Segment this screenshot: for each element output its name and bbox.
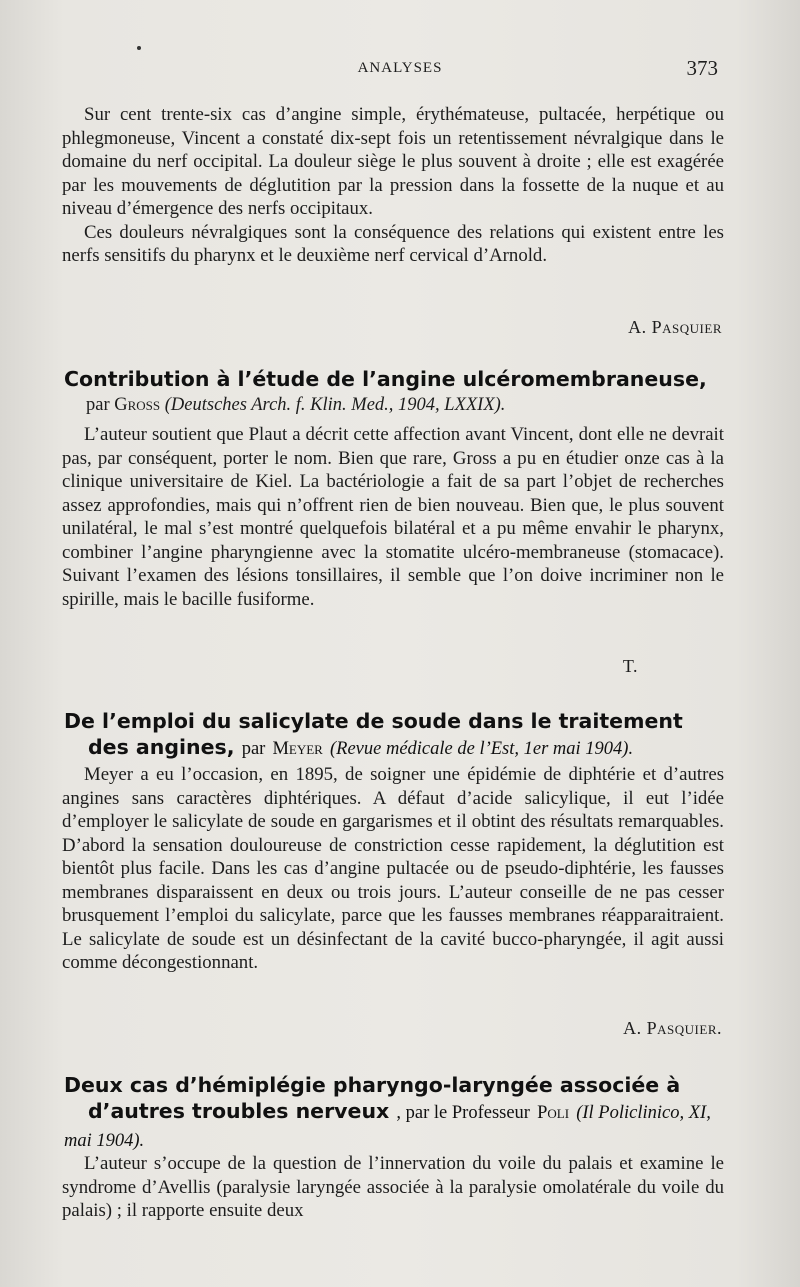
article-4-title: [64, 1072, 728, 1154]
ink-speck: [137, 46, 141, 50]
article-1-paragraph-2: Ces douleurs névralgiques sont la conséquence des relations qui existent entre les nerfs sensitifs du pharynx et le deuxième nerf cervical d’Arnold.: [62, 221, 724, 266]
article-2-paragraph: L’auteur soutient que Plaut a décrit cette affection avant Vincent, dont elle ne devrait pas, par conséquent, porter le nom. Bien que rare, Gross a pu en étudier onze cas à la clinique universitaire de Kiel. La bactériologie a fait de sa part l’objet de recherches assez approfondies, mais qui n’offrent rien de bien nouveau. Bien que, le plus souvent unilatéral, le mal s’est montré quelquefois bilatéral et a pu même envahir le pharynx, combiner l’angine pharyngienne avec la stomatite ulcéro-membraneuse (stomacace). Suivant l’examen des lésions tonsillaires, il semble que l’on doive incriminer non le spirille, mais le bacille fusiforme.: [62, 424, 724, 610]
article-2-author: Gross: [114, 395, 161, 415]
article-2-byline: [86, 393, 726, 417]
article-4-title-line-2-text: d’autres troubles nerveux: [88, 1099, 390, 1123]
article-3-source: (Revue médicale de l’Est, 1er mai 1904).: [329, 739, 634, 759]
article-3-by-prefix: par: [241, 739, 266, 759]
page-header: [0, 58, 800, 84]
article-1-signature: A. Pasquier: [628, 317, 722, 337]
article-2-by-prefix: par: [86, 395, 110, 415]
article-2-source: (Deutsches Arch. f. Klin. Med., 1904, LXXIX).: [164, 395, 506, 415]
article-4-source: (Il Policlinico, XI, mai 1904).: [64, 1103, 711, 1151]
article-3-signature: A. Pasquier.: [623, 1018, 722, 1038]
article-2-body: [62, 423, 724, 611]
article-3-title-line-2: [64, 734, 728, 762]
article-3-title: [64, 708, 728, 762]
article-3-author: Meyer: [272, 739, 323, 759]
article-3-body: [62, 763, 724, 975]
article-4-title-line-1: Deux cas d’hémiplégie pharyngo-laryngée associée à: [64, 1073, 681, 1097]
running-head: ANALYSES: [357, 60, 443, 76]
article-4-paragraph: L’auteur s’occupe de la question de l’innervation du voile du palais et examine le syndrome d’Avellis (paralysie laryngée associée à la paralysie omolatérale du voile du palais) ; il rapporte ensuite deux: [62, 1153, 724, 1221]
article-3-paragraph: Meyer a eu l’occasion, en 1895, de soigner une épidémie de diphtérie et d’autres angines sans caractères diphtériques. A défaut d’acide salicylique, il eut l’idée d’employer le salicylate de soude en gargarismes et il obtint des résultats remarquables. D’abord la sensation douloureuse de constriction cesse rapidement, la déglutition est bientôt plus facile. Dans les cas d’angine pultacée ou de pseudo-diphtérie, les fausses membranes disparaissent en deux ou trois jours. L’auteur conseille de ne pas cesser brusquement l’emploi du salicylate, parce que les fausses membranes réapparaitraient. Le salicylate de soude est un désinfectant de la cavité bucco-pharyngée, il agit aussi comme décongestionnant.: [62, 764, 724, 973]
article-4-by-prefix: , par le Professeur: [396, 1103, 530, 1123]
article-4-body: [62, 1152, 724, 1223]
article-3-title-line-1: De l’emploi du salicylate de soude dans le traitement: [64, 709, 683, 733]
article-1-body: [62, 103, 724, 268]
article-2-title: Contribution à l’étude de l’angine ulcéromembraneuse,: [64, 367, 707, 391]
article-2-signature: T.: [622, 656, 638, 676]
article-4-author: Poli: [537, 1103, 570, 1123]
article-1-paragraph-1: Sur cent trente-six cas d’angine simple, érythémateuse, pultacée, herpétique ou phlegmoneuse, Vincent a constaté dix-sept fois un retentissement névralgique dans le domaine du nerf occipital. La douleur siège le plus souvent à droite ; elle est exagérée par les mouvements de déglutition par la pression dans la fossette de la nuque et au niveau d’émergence des nerfs occipitaux.: [62, 104, 724, 219]
page-number: 373: [686, 56, 718, 80]
article-3-title-line-2-text: des angines,: [88, 735, 235, 759]
article-4-title-line-2: [64, 1098, 728, 1154]
